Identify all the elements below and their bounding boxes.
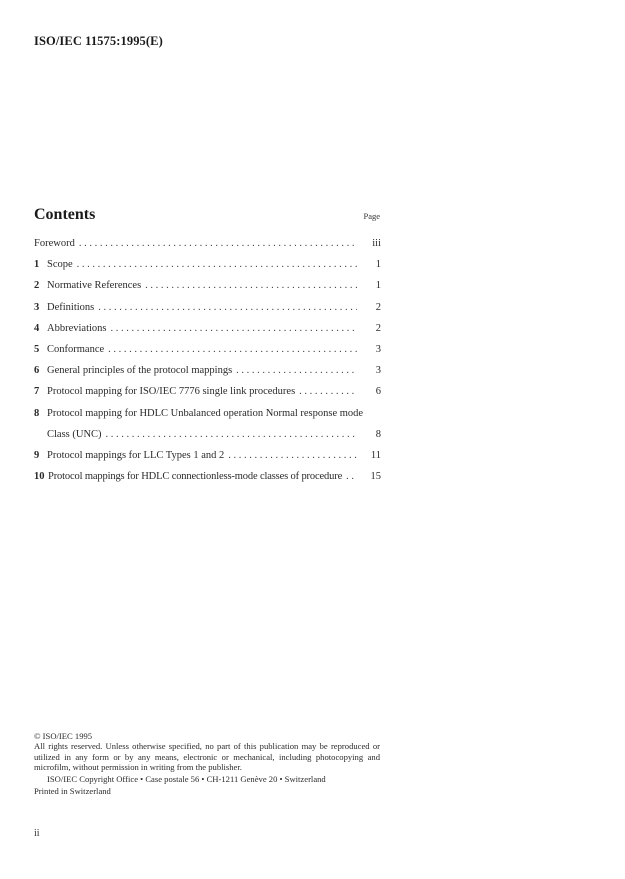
toc-entry-mapping-hdlc-connectionless[interactable] — [34, 471, 381, 492]
toc-entry-title: Protocol mapping for ISO/IEC 7776 single link procedures — [47, 386, 296, 398]
page-number: ii — [34, 828, 40, 839]
toc-entry-number: 6 — [34, 365, 40, 377]
toc-entry-page: 6 — [375, 386, 381, 398]
toc-entry-mapping-llc[interactable] — [34, 450, 381, 471]
dot-leader — [111, 323, 358, 334]
copyright-line: © ISO/IEC 1995 — [34, 731, 93, 741]
copyright-notice — [34, 731, 380, 796]
toc-entry-title: Abbreviations — [47, 322, 107, 334]
document-id: ISO/IEC 11575:1995(E) — [34, 34, 163, 48]
toc-entry-title: Foreword — [34, 238, 75, 249]
dot-leader — [228, 450, 357, 461]
dot-leader — [346, 471, 357, 482]
dot-leader — [79, 238, 357, 249]
toc-entry-number: 8 — [34, 407, 40, 419]
toc-entry-general-principles[interactable] — [34, 365, 381, 386]
toc-entry-title: Conformance — [47, 343, 105, 355]
toc-header — [34, 206, 381, 230]
dot-leader — [106, 429, 357, 440]
copyright-office-address: ISO/IEC Copyright Office • Case postale 56 • CH-1211 Genève 20 • Switzerland — [47, 773, 326, 784]
toc-entry-page: 15 — [370, 471, 381, 483]
toc-entry-page: 2 — [375, 301, 381, 313]
dot-leader — [145, 280, 357, 291]
dot-leader — [299, 386, 357, 397]
toc-entry-mapping-hdlc-unc[interactable] — [34, 408, 381, 429]
toc-entry-title: Protocol mapping for HDLC Unbalanced operation Normal response mode — [47, 407, 364, 419]
toc-entry-number: 3 — [34, 301, 40, 313]
contents-title: Contents — [34, 206, 96, 223]
toc-entry-conformance[interactable] — [34, 344, 381, 365]
toc-entry-page: 1 — [375, 259, 381, 271]
toc-entry-number: 2 — [34, 280, 40, 292]
toc-entry-normative-references[interactable] — [34, 280, 381, 301]
toc-entry-mapping-7776[interactable] — [34, 386, 381, 407]
toc-entry-title: Definitions — [47, 301, 95, 313]
toc-entry-page: 3 — [375, 343, 381, 355]
toc-entry-title: Protocol mappings for HDLC connectionless-mode classes of procedure — [48, 471, 343, 483]
toc-entry-number: 7 — [34, 386, 40, 398]
printed-in-text: Printed in Switzerland — [34, 786, 111, 797]
toc-entry-page: 3 — [375, 365, 381, 377]
dot-leader — [98, 302, 357, 313]
toc-entry-title: Class (UNC) — [47, 428, 102, 440]
toc-entry-title: Protocol mappings for LLC Types 1 and 2 — [47, 449, 225, 461]
toc-entry-number: 5 — [34, 343, 40, 355]
toc-entry-scope[interactable] — [34, 259, 381, 280]
toc-entry-number: 4 — [34, 322, 40, 334]
toc-entry-page: iii — [372, 238, 381, 249]
toc-entry-title: Normative References — [47, 280, 142, 292]
toc-entry-foreword[interactable] — [34, 238, 381, 259]
rights-reserved-text: All rights reserved. Unless otherwise specified, no part of this publication may be reproduced or utilized in any form or by any means, electronic or mechanical, including photocopying and microfilm, without permission in writing from the publisher. — [34, 741, 380, 773]
toc-entry-number: 1 — [34, 259, 40, 271]
toc-entry-page: 1 — [375, 280, 381, 292]
dot-leader — [236, 365, 357, 376]
toc-entry-page: 2 — [375, 322, 381, 334]
toc-entry-number: 10 — [34, 471, 45, 483]
toc-entry-title: Scope — [47, 259, 73, 271]
toc-entry-mapping-hdlc-unc-continued[interactable] — [34, 429, 381, 450]
toc-entry-page: 8 — [375, 428, 381, 440]
dot-leader — [108, 344, 357, 355]
toc-entry-abbreviations[interactable] — [34, 323, 381, 344]
dot-leader — [77, 259, 357, 270]
toc-entry-number: 9 — [34, 449, 40, 461]
table-of-contents — [34, 206, 381, 492]
toc-list — [34, 238, 381, 492]
toc-entry-page: 11 — [370, 449, 381, 461]
toc-entry-definitions[interactable] — [34, 302, 381, 323]
toc-entry-title: General principles of the protocol mappings — [47, 365, 233, 377]
page-column-label: Page — [363, 211, 380, 221]
